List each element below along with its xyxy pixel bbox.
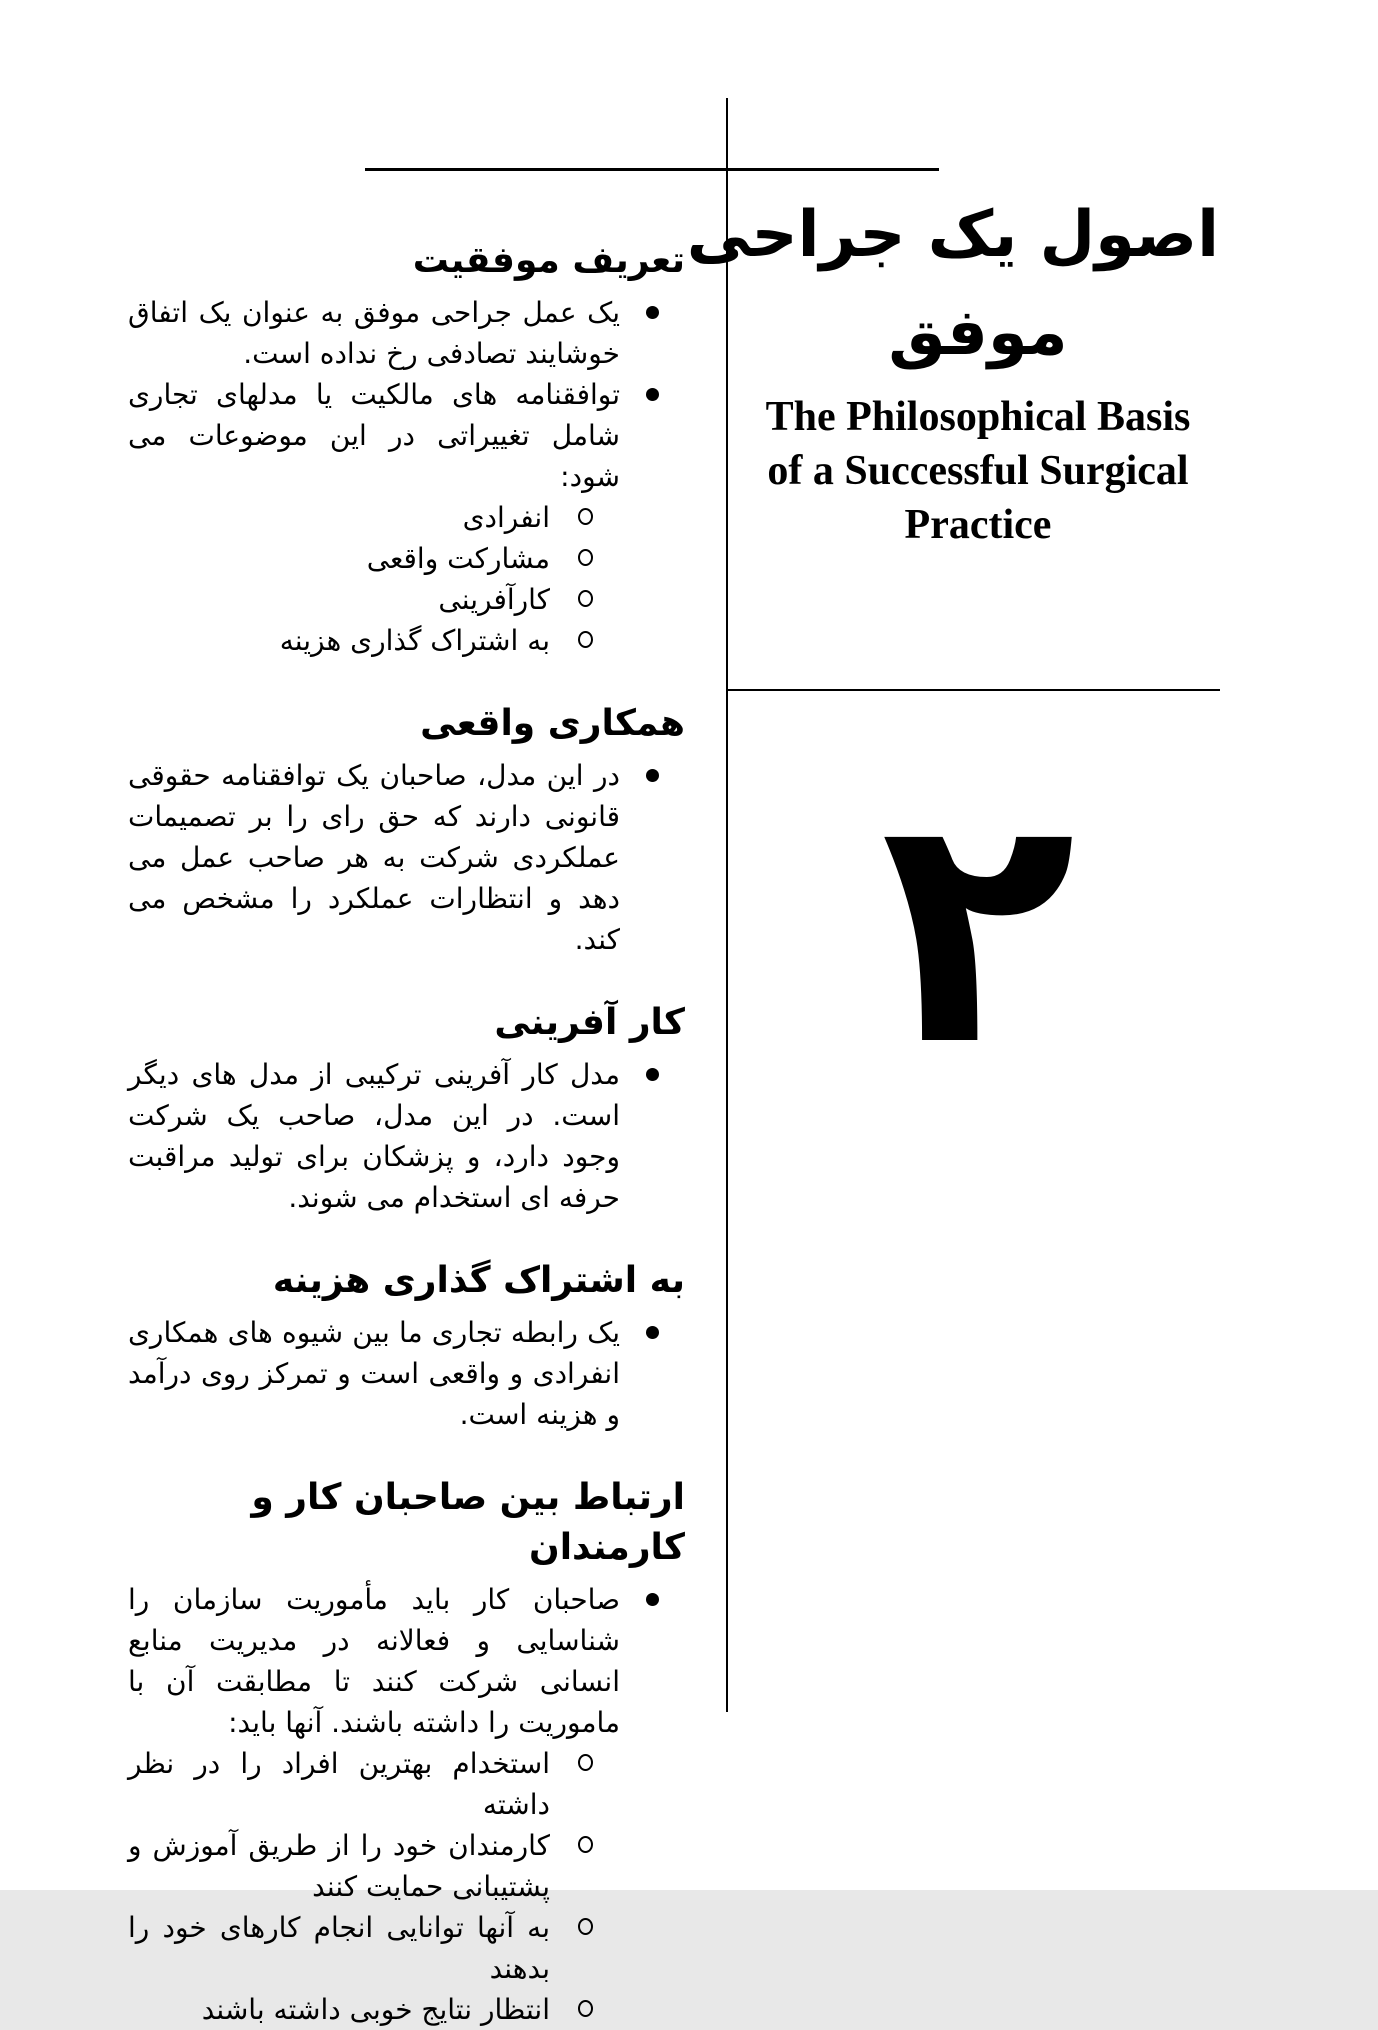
sub-bullet-text: به اشتراک گذاری هزینه bbox=[279, 624, 550, 657]
bullet-item bbox=[128, 1312, 685, 1435]
bullet-dot-icon bbox=[620, 292, 685, 374]
sub-bullet-text: کارآفرینی bbox=[438, 583, 550, 616]
bullet-text: یک رابطه تجاری ما بین شیوه های همکاری انفرادی و واقعی است و تمرکز روی درآمد و هزینه است. bbox=[128, 1316, 620, 1431]
sub-bullet-text: کارمندان خود را از طریق آموزش و پشتیبانی حمایت کنند bbox=[128, 1829, 550, 1903]
sub-bullet-item bbox=[128, 1989, 685, 2030]
bullet-dot-icon bbox=[620, 1579, 685, 1743]
bullet-text: در این مدل، صاحبان یک توافقنامه حقوقی قانونی دارند که حق رای را بر تصمیمات عملکردی شرکت به هر صاحب عمل می دهد و انتظارات عملکرد را مشخص می کند. bbox=[128, 759, 620, 956]
bullet-dot-icon bbox=[620, 1312, 685, 1435]
sub-bullet-item bbox=[128, 1743, 685, 1825]
bullet-item bbox=[128, 374, 685, 497]
circle-marker-icon bbox=[550, 1743, 620, 1825]
section-cost-sharing bbox=[128, 1256, 685, 1435]
section-heading: همکاری واقعی bbox=[420, 703, 685, 744]
bullet-item bbox=[128, 755, 685, 960]
sub-bullet-item bbox=[128, 1825, 685, 1907]
section-entrepreneurship bbox=[128, 998, 685, 1218]
section-heading: ارتباط بین صاحبان کار و کارمندان bbox=[251, 1477, 685, 1568]
circle-marker-icon bbox=[550, 497, 620, 538]
bullet-dot-icon bbox=[620, 374, 685, 497]
bullet-item bbox=[128, 1579, 685, 1743]
section-heading: تعریف موفقیت bbox=[412, 240, 685, 281]
sub-bullet-text: انتظار نتایج خوبی داشته باشند bbox=[201, 1993, 550, 2026]
bullet-text: یک عمل جراحی موفق به عنوان یک اتفاق خوشایند تصادفی رخ نداده است. bbox=[128, 296, 620, 370]
section-real-cooperation bbox=[128, 699, 685, 960]
chapter-title-rule bbox=[727, 689, 1220, 691]
sub-bullet-item bbox=[128, 1907, 685, 1989]
bullet-dot-icon bbox=[620, 1054, 685, 1218]
chapter-title-farsi bbox=[686, 186, 1219, 382]
circle-marker-icon bbox=[550, 1825, 620, 1907]
chapter-number: ۲ bbox=[880, 744, 1076, 1116]
content-column bbox=[128, 236, 685, 2030]
sub-bullet-item bbox=[128, 579, 685, 620]
section-owner-employee-relationship bbox=[128, 1473, 685, 2030]
bullet-dot-icon bbox=[620, 755, 685, 960]
sub-bullet-text: انفرادی bbox=[462, 501, 550, 534]
circle-marker-icon bbox=[550, 1907, 620, 1989]
chapter-title-english bbox=[737, 390, 1219, 552]
header-rule bbox=[365, 168, 939, 171]
section-definition-of-success bbox=[128, 236, 685, 661]
bullet-item bbox=[128, 1054, 685, 1218]
circle-marker-icon bbox=[550, 579, 620, 620]
bullet-text: مدل کار آفرینی ترکیبی از مدل های دیگر است. در این مدل، صاحب یک شرکت وجود دارد، و پزشکان برای تولید مراقبت حرفه ای استخدام می شوند. bbox=[128, 1058, 620, 1214]
chapter-title-english-line3: Practice bbox=[904, 502, 1052, 548]
section-heading: به اشتراک گذاری هزینه bbox=[272, 1260, 685, 1301]
sub-bullet-item bbox=[128, 497, 685, 538]
chapter-header bbox=[686, 186, 1219, 552]
section-heading: کار آفرینی bbox=[494, 1002, 685, 1043]
chapter-title-farsi-line1: اصول یک جراحی bbox=[686, 198, 1219, 272]
sub-bullet-text: به آنها توانایی انجام کارهای خود را بدهند bbox=[128, 1911, 550, 1985]
bullet-text: صاحبان کار باید مأموریت سازمان را شناسایی و فعالانه در مدیریت منابع انسانی شرکت کنند تا مطابقت آن با ماموریت را داشته باشند. آنها باید: bbox=[128, 1583, 620, 1739]
bullet-item bbox=[128, 292, 685, 374]
vertical-divider-line bbox=[726, 98, 728, 1712]
chapter-title-english-line1: The Philosophical Basis bbox=[765, 394, 1191, 440]
circle-marker-icon bbox=[550, 1989, 620, 2030]
sub-bullet-text: مشارکت واقعی bbox=[366, 542, 550, 575]
sub-bullet-item bbox=[128, 538, 685, 579]
sub-bullet-item bbox=[128, 620, 685, 661]
chapter-title-english-line2: of a Successful Surgical bbox=[767, 448, 1189, 494]
circle-marker-icon bbox=[550, 538, 620, 579]
bullet-text: توافقنامه های مالکیت یا مدلهای تجاری شامل تغییراتی در این موضوعات می شود: bbox=[128, 378, 620, 493]
sub-bullet-text: استخدام بهترین افراد را در نظر داشته bbox=[128, 1747, 550, 1821]
chapter-title-farsi-line2: موفق bbox=[888, 296, 1068, 370]
circle-marker-icon bbox=[550, 620, 620, 661]
